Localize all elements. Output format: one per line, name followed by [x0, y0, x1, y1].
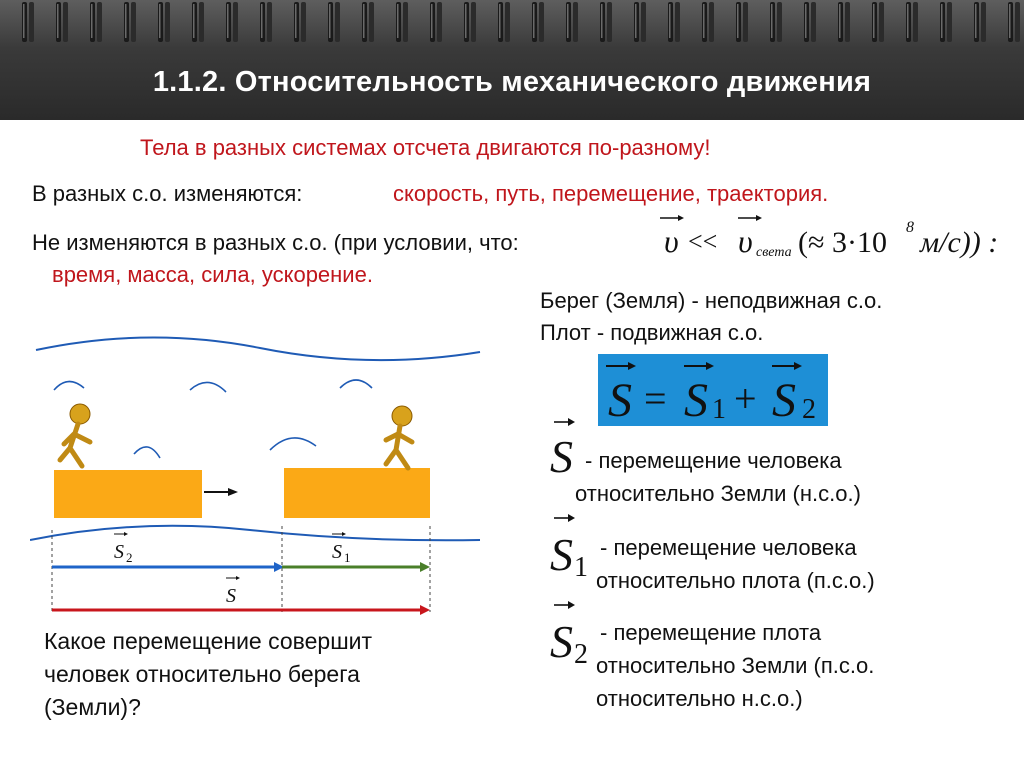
question-line-1: Какое перемещение совершит	[44, 628, 373, 654]
svg-text:S: S	[226, 585, 236, 607]
raft-start	[54, 470, 202, 518]
displacement-formula	[598, 354, 828, 426]
water-top-line	[36, 337, 480, 360]
spiral-ring	[56, 2, 68, 42]
spiral-ring	[124, 2, 136, 42]
label-s	[226, 576, 240, 607]
symbol-s2	[544, 595, 604, 669]
changes-label: В разных с.о. изменяются:	[32, 181, 303, 206]
svg-text:S: S	[772, 374, 796, 426]
wave	[270, 438, 316, 450]
v-symbol: υ	[664, 223, 679, 259]
spiral-ring	[294, 2, 306, 42]
spiral-ring	[362, 2, 374, 42]
wave	[190, 382, 226, 392]
person-figure-right	[386, 406, 412, 468]
water-bottom-line	[30, 526, 480, 541]
ground-frame-text: Берег (Земля) - неподвижная с.о.	[540, 288, 883, 313]
spiral-ring	[328, 2, 340, 42]
spiral-ring	[226, 2, 238, 42]
def-s1-line1: - перемещение человека	[600, 535, 857, 560]
spiral-ring	[872, 2, 884, 42]
svg-text:+: +	[734, 376, 757, 421]
def-s2-line1: - перемещение плота	[600, 620, 822, 645]
exponent: 8	[906, 219, 914, 236]
spiral-ring	[906, 2, 918, 42]
spiral-ring	[192, 2, 204, 42]
question-line-3: (Земли)?	[44, 694, 141, 720]
wave	[134, 447, 160, 458]
label-s2	[114, 532, 133, 565]
svg-text:1: 1	[344, 550, 351, 565]
approx-value: (≈ 3·10	[798, 226, 887, 259]
invariant-list: время, масса, сила, ускорение.	[52, 262, 373, 287]
spiral-ring	[498, 2, 510, 42]
speed-condition-formula	[644, 210, 1024, 260]
def-s2-line3: относительно н.с.о.)	[596, 686, 803, 711]
speed-unit: м/с)) :	[920, 226, 999, 259]
svg-text:1: 1	[712, 394, 726, 425]
svg-text:S: S	[550, 431, 573, 482]
def-s-line1: - перемещение человека	[585, 448, 842, 473]
spiral-ring	[974, 2, 986, 42]
much-less-symbol: <<	[688, 227, 718, 256]
spiral-ring	[90, 2, 102, 42]
svg-text:2: 2	[574, 639, 588, 669]
svg-text:S: S	[550, 616, 573, 667]
invariant-label: Не изменяются в разных с.о. (при условии, что:	[32, 230, 519, 255]
notebook-rings	[0, 0, 1024, 46]
svg-text:S: S	[114, 541, 124, 563]
spiral-ring	[702, 2, 714, 42]
spiral-ring	[668, 2, 680, 42]
svg-text:S: S	[332, 541, 342, 563]
svg-text:1: 1	[574, 552, 588, 582]
displacement-formula-box	[598, 354, 828, 426]
person-figure-left	[60, 404, 90, 466]
raft-diagram	[30, 330, 510, 620]
spiral-ring	[736, 2, 748, 42]
intro-text: Тела в разных системах отсчета двигаются по-разному!	[140, 135, 711, 160]
spiral-ring	[396, 2, 408, 42]
spiral-ring	[1008, 2, 1020, 42]
wave	[340, 380, 372, 388]
light-subscript: света	[756, 245, 792, 260]
def-s1-line2: относительно плота (п.с.о.)	[596, 568, 875, 593]
question-line-2: человек относительно берега	[44, 661, 360, 687]
spiral-ring	[804, 2, 816, 42]
spiral-ring	[566, 2, 578, 42]
spiral-ring	[770, 2, 782, 42]
svg-text:=: =	[644, 376, 667, 421]
wave	[54, 381, 84, 390]
def-s2-line2: относительно Земли (п.с.о.	[596, 653, 875, 678]
spiral-ring	[600, 2, 612, 42]
svg-text:S: S	[550, 529, 573, 580]
spiral-ring	[464, 2, 476, 42]
svg-text:2: 2	[126, 550, 133, 565]
spiral-ring	[22, 2, 34, 42]
def-s-line2: относительно Земли (н.с.о.)	[575, 481, 861, 506]
spiral-ring	[532, 2, 544, 42]
slide-title: 1.1.2. Относительность механического движения	[152, 66, 872, 98]
svg-text:S: S	[608, 374, 632, 426]
v-light-symbol: υ	[738, 223, 753, 259]
spiral-ring	[260, 2, 272, 42]
svg-text:2: 2	[802, 394, 816, 425]
symbol-s1	[544, 508, 604, 582]
spiral-ring	[158, 2, 170, 42]
spiral-ring	[838, 2, 850, 42]
spiral-ring	[940, 2, 952, 42]
raft-end	[284, 468, 430, 518]
raft-frame-text: Плот - подвижная с.о.	[540, 320, 764, 345]
spiral-ring	[634, 2, 646, 42]
changes-list: скорость, путь, перемещение, траектория.	[393, 181, 829, 206]
spiral-ring	[430, 2, 442, 42]
svg-text:S: S	[684, 374, 708, 426]
slide-header	[0, 0, 1024, 120]
